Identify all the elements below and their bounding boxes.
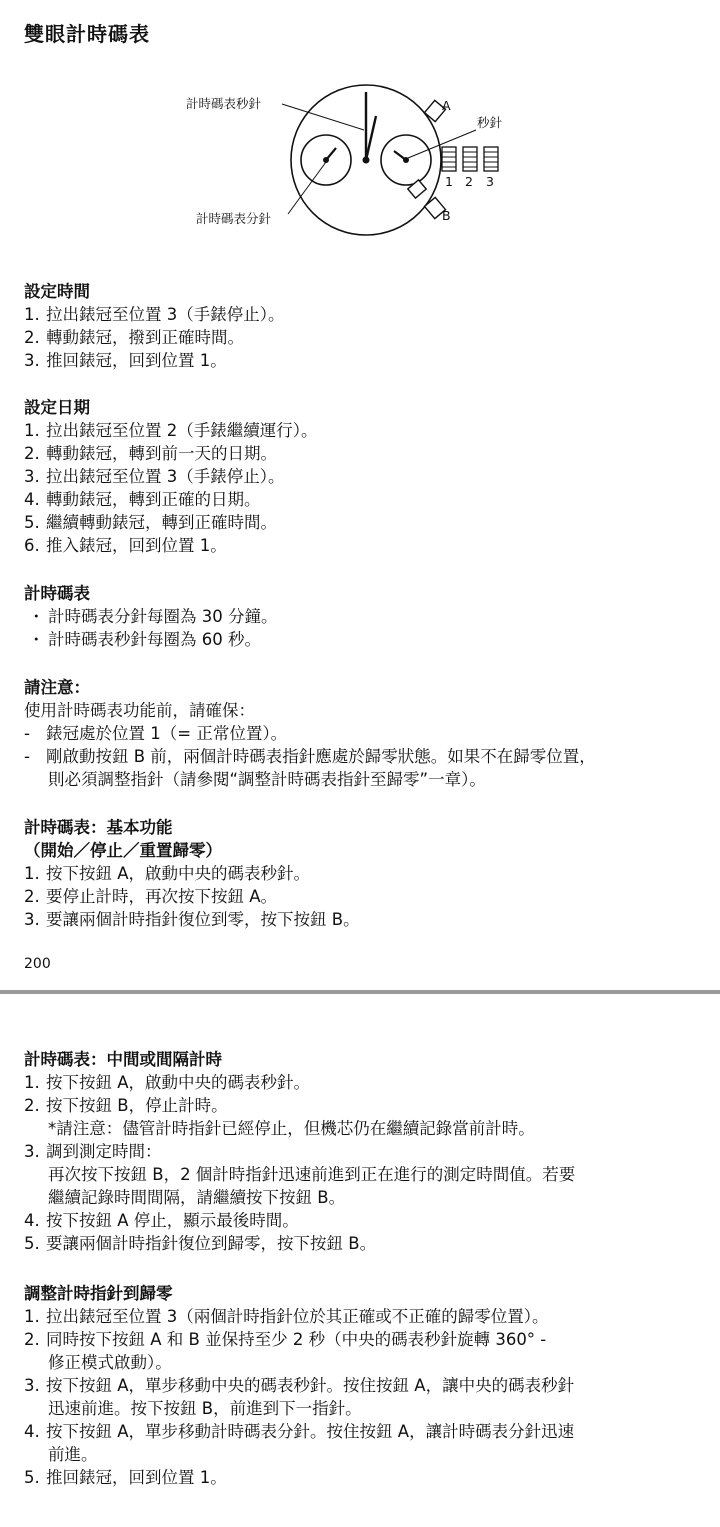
list-item: 4. 按下按鈕 A 停止，顯示最後時間。 [24,1211,299,1230]
list-item: ・ 計時碼表秒針每圈為 60 秒。 [28,630,261,649]
list-item-continuation: 前進。 [48,1445,98,1464]
list-item: 5. 繼續轉動錶冠，轉到正確時間。 [24,513,277,532]
section-set-date [24,396,704,557]
section-heading: 請注意： [24,678,90,697]
section-heading: 計時碼表：中間或間隔計時 [24,1050,222,1069]
list-item-continuation: 迅速前進。按下按鈕 B，前進到下一指針。 [48,1399,362,1418]
list-item: 6. 推入錶冠，回到位置 1。 [24,536,227,555]
crown-position-3 [484,147,498,171]
list-item: 1. 按下按鈕 A，啟動中央的碼表秒針。 [24,864,311,883]
list-item-note: *請注意：儘管計時指針已經停止，但機芯仍在繼續記錄當前計時。 [48,1119,535,1138]
section-heading: 計時碼表 [24,584,90,603]
list-item: 5. 推回錶冠，回到位置 1。 [24,1468,227,1487]
page-title: 雙眼計時碼表 [24,22,150,46]
watch-illustration [180,80,520,250]
section-basic-functions [24,816,704,931]
page-divider [0,990,720,994]
list-item: 2. 按下按鈕 B，停止計時。 [24,1096,228,1115]
list-item: ・ 計時碼表分針每圈為 30 分鐘。 [28,607,278,626]
list-item: 2. 轉動錶冠，轉到前一天的日期。 [24,444,277,463]
list-item-continuation: 再次按下按鈕 B，2 個計時指針迅速前進到正在進行的測定時間值。若要 [48,1165,576,1184]
list-item: 3. 調到測定時間： [24,1142,162,1161]
list-item: 3. 按下按鈕 A，單步移動中央的碼表秒針。按住按鈕 A，讓中央的碼表秒針 [24,1376,575,1395]
list-item: 4. 轉動錶冠，轉到正確的日期。 [24,490,261,509]
list-item: 4. 按下按鈕 A，單步移動計時碼表分針。按住按鈕 A，讓計時碼表分針迅速 [24,1422,575,1441]
page-number: 200 [24,956,51,972]
list-item: 1. 按下按鈕 A，啟動中央的碼表秒針。 [24,1073,311,1092]
label-button-a: A [442,98,451,113]
list-item: 2. 要停止計時，再次按下按鈕 A。 [24,887,278,906]
section-adjust-hands [24,1282,704,1489]
section-heading: 設定日期 [24,398,90,417]
section-heading: 調整計時指針到歸零 [24,1284,173,1303]
list-item-continuation: 繼續記錄時間間隔，請繼續按下按鈕 B。 [48,1188,346,1207]
crown-position-2 [463,147,477,171]
note-intro: 使用計時碼表功能前，請確保： [24,701,255,720]
list-item: - 錶冠處於位置 1（= 正常位置）。 [24,724,288,743]
label-chrono-minute: 計時碼表分針 [196,211,272,226]
list-item: 5. 要讓兩個計時指針復位到歸零，按下按鈕 B。 [24,1234,377,1253]
list-item: - 剛啟動按鈕 B 前，兩個計時碼表指針應處於歸零狀態。如果不在歸零位置， [24,747,596,766]
label-crown-2: 2 [465,174,473,189]
list-item: 2. 同時按下按鈕 A 和 B 並保持至少 2 秒（中央的碼表秒針旋轉 360° - [24,1330,547,1349]
list-item: 1. 拉出錶冠至位置 2（手錶繼續運行）。 [24,421,318,440]
crown-position-1 [442,147,456,171]
section-subheading: （開始／停止／重置歸零） [24,841,222,860]
section-chronograph [24,582,704,651]
label-chrono-second: 計時碼表秒針 [186,96,262,111]
leader-chrono-second [282,104,364,130]
section-note [24,676,704,791]
list-item-continuation: 修正模式啟動）。 [48,1353,172,1372]
list-item: 2. 轉動錶冠，撥到正確時間。 [24,328,244,347]
list-item: 1. 拉出錶冠至位置 3（手錶停止）。 [24,305,285,324]
section-interval-timing [24,1048,704,1255]
list-item-continuation: 則必須調整指針（請參閱“調整計時碼表指針至歸零”一章）。 [48,770,486,789]
label-button-b: B [442,208,451,223]
label-second: 秒針 [477,115,503,130]
section-set-time [24,280,704,372]
list-item: 3. 推回錶冠，回到位置 1。 [24,351,227,370]
watch-diagram [180,80,520,250]
label-crown-1: 1 [445,174,453,189]
center-pivot [363,157,370,164]
label-crown-3: 3 [486,174,494,189]
list-item: 1. 拉出錶冠至位置 3（兩個計時指針位於其正確或不正確的歸零位置）。 [24,1307,549,1326]
hour-hand [366,116,376,160]
date-window [408,180,426,198]
section-heading: 設定時間 [24,282,90,301]
section-heading: 計時碼表：基本功能 [24,818,173,837]
list-item: 3. 拉出錶冠至位置 3（手錶停止）。 [24,467,285,486]
list-item: 3. 要讓兩個計時指針復位到零，按下按鈕 B。 [24,910,360,929]
